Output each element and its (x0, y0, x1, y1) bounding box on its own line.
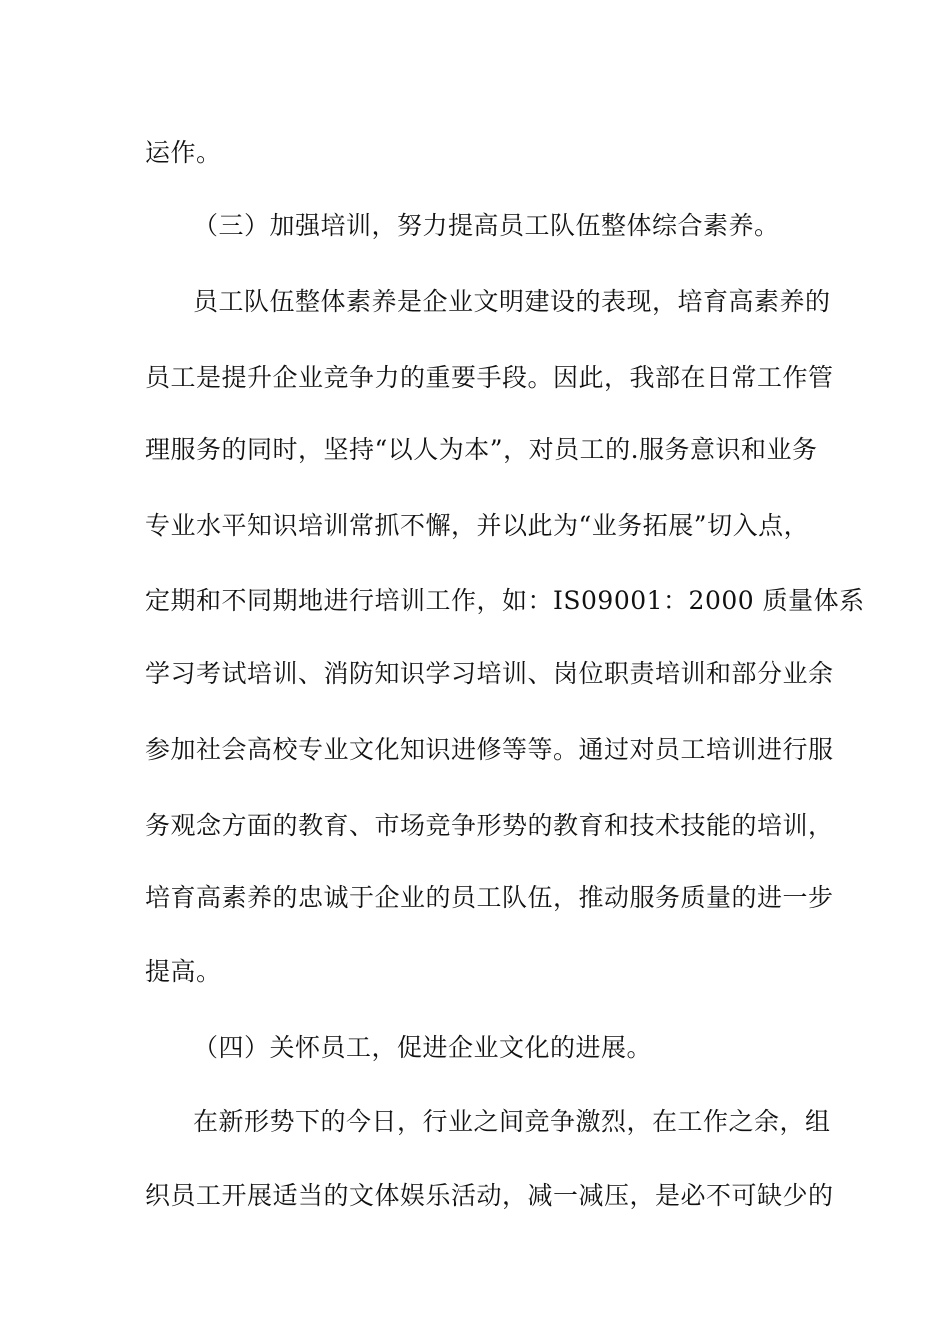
text-line: 织员工开展适当的文体娱乐活动，减一减压，是必不可缺少的 (145, 1181, 834, 1210)
text-line: 培育高素养的忠诚于企业的员工队伍，推动服务质量的进一步 (145, 883, 834, 912)
text-line: 务观念方面的教育、市场竞争形势的教育和技术技能的培训， (145, 811, 834, 840)
text-line: 员工是提升企业竞争力的重要手段。因此，我部在日常工作管 (145, 363, 834, 392)
text-line: 运作。 (145, 138, 222, 167)
section-heading: （三）加强培训，努力提高员工队伍整体综合素养。 (193, 211, 780, 240)
text-line: 理服务的同时，坚持“以人为本”，对员工的.服务意识和业务 (145, 435, 818, 464)
text-line: 专业水平知识培训常抓不懈，并以此为“业务拓展”切入点， (145, 511, 810, 540)
text-line: 参加社会高校专业文化知识进修等等。通过对员工培训进行服 (145, 735, 834, 764)
text-line: 在新形势下的今日，行业之间竞争激烈，在工作之余，组 (193, 1107, 831, 1136)
text-line: 定期和不同期地进行培训工作，如：IS09001：2000 质量体系 (145, 586, 865, 615)
section-heading: （四）关怀员工，促进企业文化的进展。 (193, 1033, 653, 1062)
text-line: 学习考试培训、消防知识学习培训、岗位职责培训和部分业余 (145, 659, 834, 688)
text-line: 提高。 (145, 957, 222, 986)
text-line: 员工队伍整体素养是企业文明建设的表现，培育高素养的 (193, 287, 831, 316)
